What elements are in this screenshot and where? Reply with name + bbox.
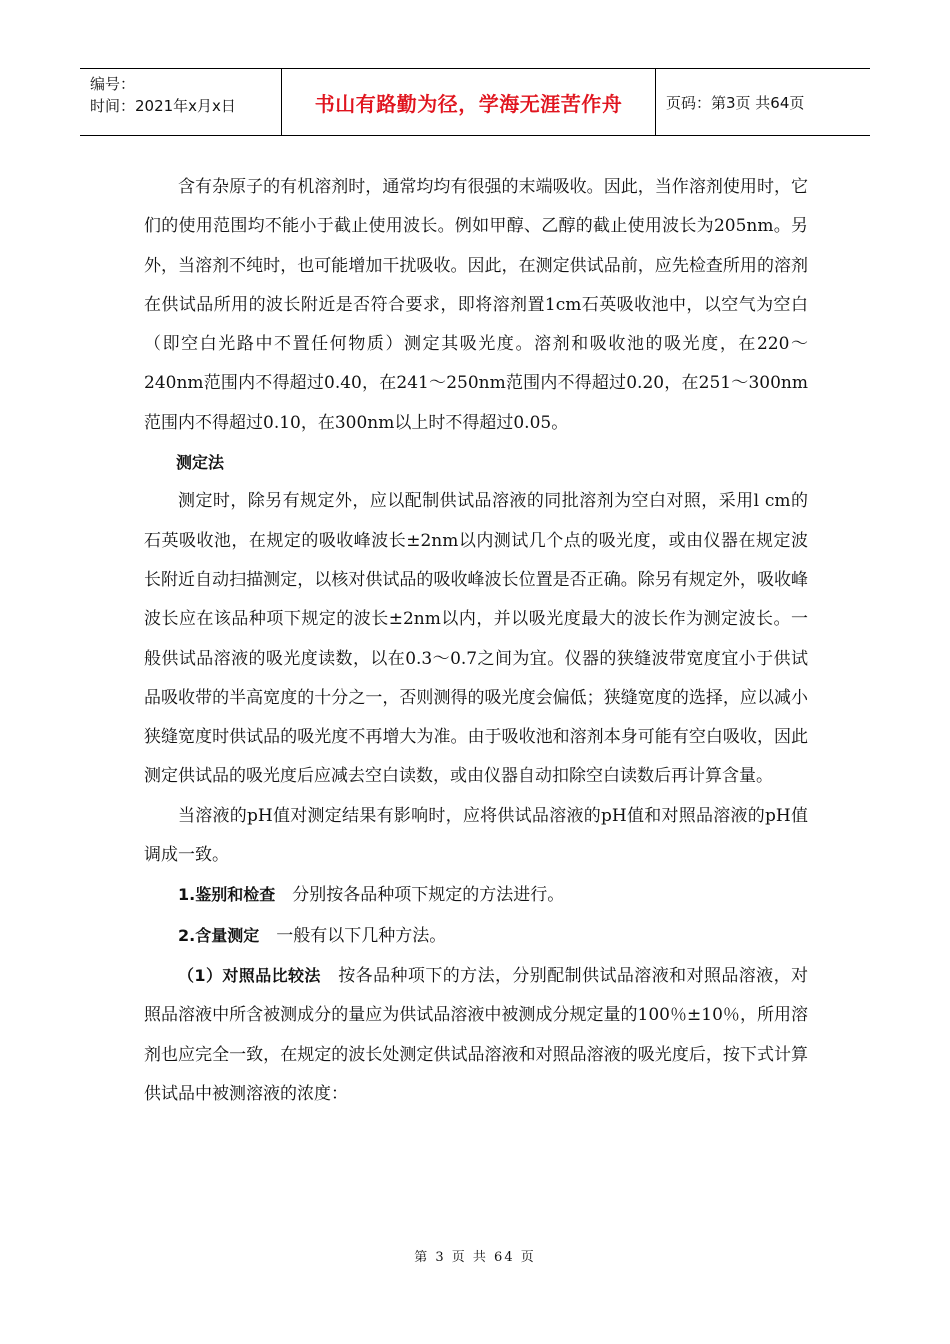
section-heading-method: 测定法 xyxy=(176,453,225,473)
item-text: 一般有以下几种方法。 xyxy=(276,925,447,946)
header-meta xyxy=(80,69,282,135)
item-identification xyxy=(144,875,808,915)
document-date: 时间：2021年x月x日 xyxy=(90,97,236,115)
document-body xyxy=(144,168,808,1114)
item-assay xyxy=(144,916,808,956)
paragraph-ph: 当溶液的pH值对测定结果有影响时，应将供试品溶液的pH值和对照品溶液的pH值调成一致。 xyxy=(144,805,808,866)
item-label: （1）对照品比较法 xyxy=(178,965,321,985)
page-header xyxy=(80,68,870,136)
document-number-label: 编号： xyxy=(90,75,136,93)
item-label: 2.含量测定 xyxy=(178,925,260,945)
item-label: 1.鉴别和检查 xyxy=(178,885,276,905)
page-footer: 第 3 页 共 64 页 xyxy=(414,1250,536,1265)
header-motto: 书山有路勤为径，学海无涯苦作舟 xyxy=(282,69,656,135)
item-reference-comparison xyxy=(144,956,808,1114)
paragraph-measurement: 测定时，除另有规定外，应以配制供试品溶液的同批溶剂为空白对照，采用l cm的石英吸收池，在规定的吸收峰波长±2nm以内测试几个点的吸光度，或由仪器在规定波长附近自动扫描测定，以核对供试品的吸收峰波长位置是否正确。除另有规定外，吸收峰波长应在该品种项下规定的波长±2nm以内，并以吸光度最大的波长作为测定波长。一般供试品溶液的吸光度读数，以在0.3～0.7之间为宜。仪器的狭缝波带宽度宜小于供试品吸收带的半高宽度的十分之一，否则测得的吸光度会偏低；狭缝宽度的选择，应以减小狭缝宽度时供试品的吸光度不再增大为准。由于吸收池和溶剂本身可能有空白吸收，因此测定供试品的吸光度后应减去空白读数，或由仪器自动扣除空白读数后再计算含量。 xyxy=(144,491,808,787)
item-text: 按各品种项下的方法，分别配制供试品溶液和对照品溶液，对照品溶液中所含被测成分的量应为供试品溶液中被测成分规定量的100％±10％，所用溶剂也应完全一致，在规定的波长处测定供试品溶液和对照品溶液的吸光度后，按下式计算供试品中被测溶液的浓度： xyxy=(144,965,809,1104)
paragraph-solvent-check: 含有杂原子的有机溶剂时，通常均均有很强的末端吸收。因此，当作溶剂使用时，它们的使用范围均不能小于截止使用波长。例如甲醇、乙醇的截止使用波长为205nm。另外，当溶剂不纯时，也可能增加干扰吸收。因此，在测定供试品前，应先检查所用的溶剂在供试品所用的波长附近是否符合要求，即将溶剂置1cm石英吸收池中，以空气为空白（即空白光路中不置任何物质）测定其吸光度。溶剂和吸收池的吸光度，在220～240nm范围内不得超过0.40，在241～250nm范围内不得超过0.20，在251～300nm范围内不得超过0.10，在300nm以上时不得超过0.05。 xyxy=(144,177,808,433)
item-text: 分别按各品种项下规定的方法进行。 xyxy=(292,885,565,906)
header-page-info: 页码：第3页 共64页 xyxy=(666,93,805,112)
